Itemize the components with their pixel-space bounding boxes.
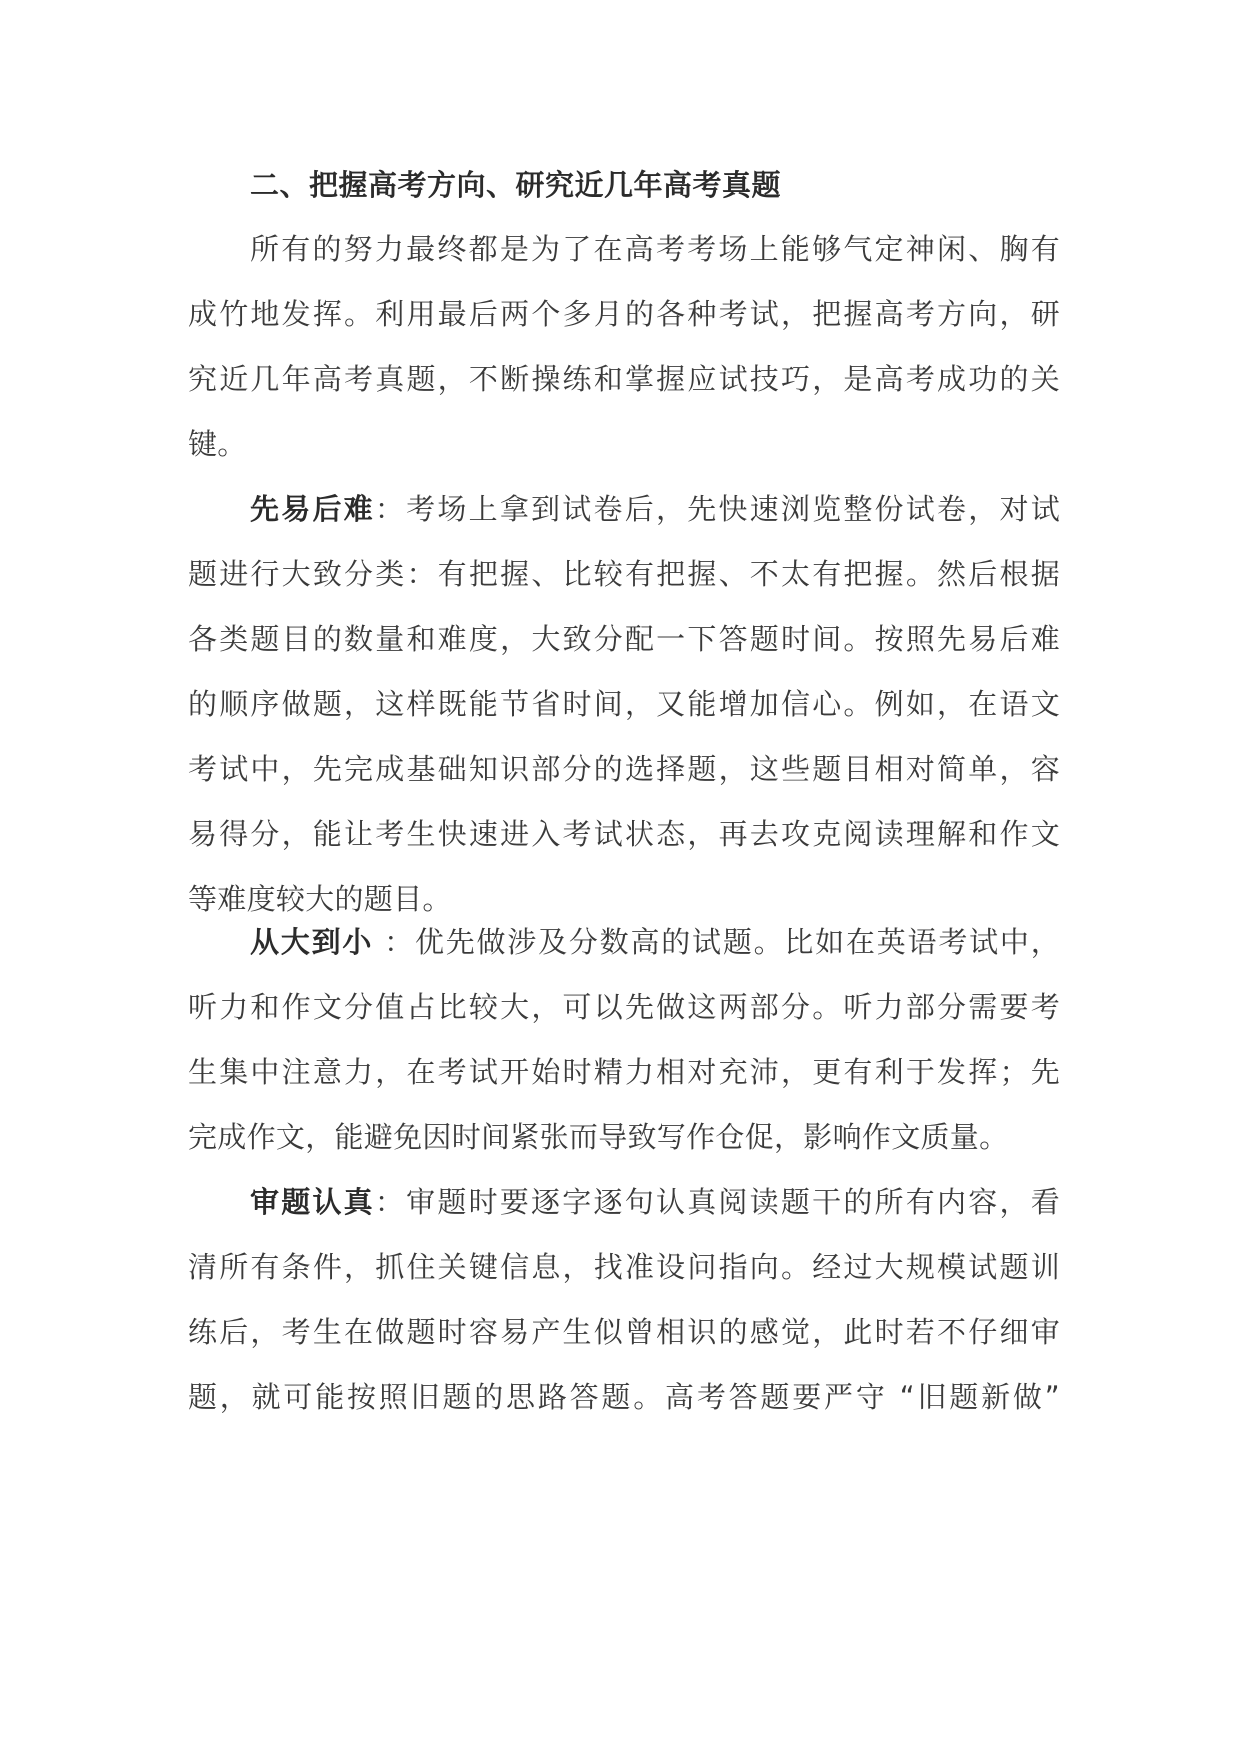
term-label: 先易后难 — [250, 492, 375, 526]
paragraph-line — [188, 910, 1060, 975]
paragraph-line — [188, 1170, 1060, 1235]
paragraph-line: 听力和作文分值占比较大，可以先做这两部分。听力部分需要考 — [188, 990, 1060, 1024]
paragraph-line: 等难度较大的题目。 — [188, 882, 452, 916]
paragraph-intro — [188, 217, 1060, 477]
paragraph-line: 考试中，先完成基础知识部分的选择题，这些题目相对简单，容 — [188, 752, 1060, 786]
paragraph-text: ：考场上拿到试卷后，先快速浏览整份试卷，对试 — [374, 492, 1061, 526]
paragraph-line: 清所有条件，抓住关键信息，找准设问指向。经过大规模试题训 — [188, 1250, 1060, 1284]
paragraph-easy-first — [188, 477, 1060, 932]
paragraph-line: 的顺序做题，这样既能节省时间，又能增加信心。例如，在语文 — [188, 687, 1060, 721]
term-label: 审题认真 — [250, 1185, 375, 1219]
paragraph-line: 生集中注意力，在考试开始时精力相对充沛，更有利于发挥；先 — [188, 1055, 1060, 1089]
paragraph-line: 所有的努力最终都是为了在高考考场上能够气定神闲、胸有 — [250, 232, 1060, 266]
paragraph-line: 键。 — [188, 427, 247, 461]
paragraph-text: ：审题时要逐字逐句认真阅读题干的所有内容，看 — [374, 1185, 1061, 1219]
paragraph-line: 完成作文，能避免因时间紧张而导致写作仓促，影响作文质量。 — [188, 1120, 1009, 1154]
paragraph-line: 题进行大致分类：有把握、比较有把握、不太有把握。然后根据 — [188, 557, 1060, 591]
paragraph-big-first — [188, 910, 1060, 1170]
paragraph-line: 题，就可能按照旧题的思路答题。高考答题要严守 “旧题新做” — [188, 1380, 1060, 1414]
paragraph-line: 练后，考生在做题时容易产生似曾相识的感觉，此时若不仔细审 — [188, 1315, 1060, 1349]
paragraph-line: 究近几年高考真题，不断操练和掌握应试技巧，是高考成功的关 — [188, 362, 1060, 396]
term-label: 从大到小 — [250, 925, 374, 959]
paragraph-line: 易得分，能让考生快速进入考试状态，再去攻克阅读理解和作文 — [188, 817, 1060, 851]
section-heading: 二、把握高考方向、研究近几年高考真题 — [250, 168, 782, 202]
paragraph-line: 成竹地发挥。利用最后两个多月的各种考试，把握高考方向，研 — [188, 297, 1060, 331]
paragraph-line: 各类题目的数量和难度，大致分配一下答题时间。按照先易后难 — [188, 622, 1060, 656]
paragraph-read-carefully — [188, 1170, 1060, 1430]
paragraph-line — [188, 477, 1060, 542]
paragraph-text: ：优先做涉及分数高的试题。比如在英语考试中， — [373, 925, 1060, 959]
